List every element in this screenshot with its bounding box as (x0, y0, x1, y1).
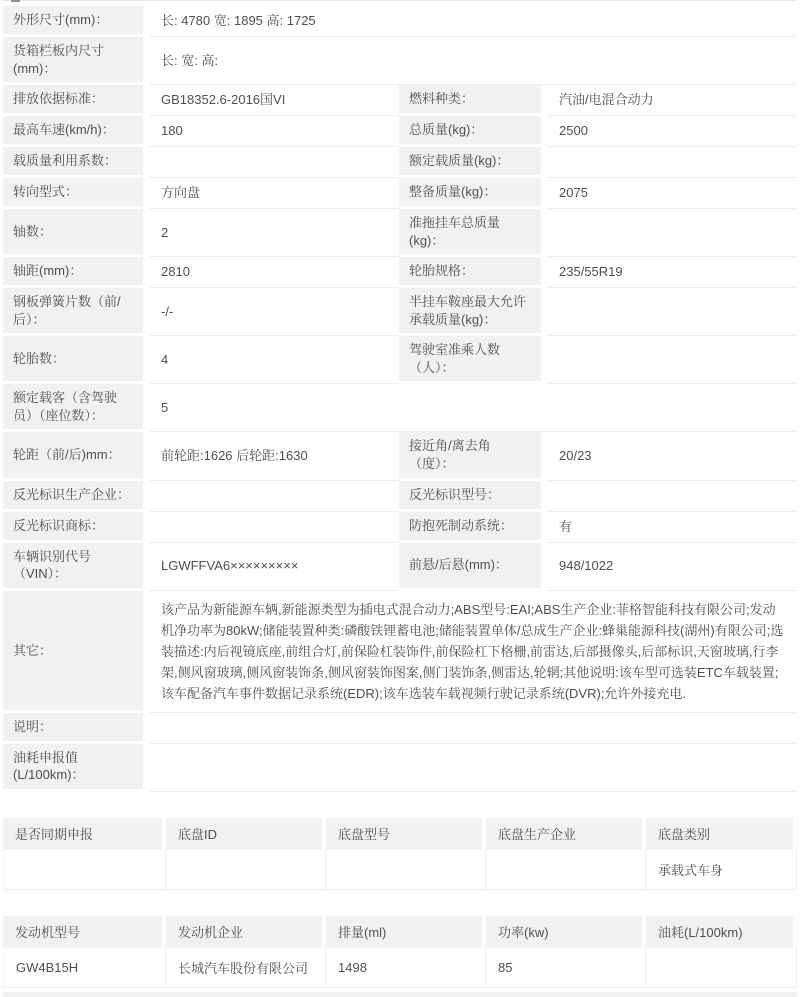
spec-label: 说明： (3, 713, 149, 744)
spec-value: 2500 (547, 116, 797, 147)
spec-value (547, 288, 797, 336)
vehicle-spec-table (3, 6, 797, 792)
spec-label: 准拖挂车总质量(kg)： (399, 209, 547, 257)
spec-value: 2075 (547, 178, 797, 209)
engine-cell (646, 947, 797, 988)
chassis-cell (486, 849, 646, 890)
spec-value: 汽油/电混合动力 (547, 85, 797, 116)
spec-value (547, 481, 797, 512)
spec-label: 轮胎数： (3, 336, 149, 384)
spec-value (547, 336, 797, 384)
engine-cell: 85 (486, 947, 646, 988)
engine-cell: 1498 (326, 947, 486, 988)
engine-cell: GW4B15H (3, 947, 166, 988)
spec-value (149, 713, 797, 744)
spec-label: 总质量(kg)： (399, 116, 547, 147)
spec-value: -/- (149, 288, 399, 336)
engine-cell: 长城汽车股份有限公司 (166, 947, 326, 988)
spec-value (149, 512, 399, 543)
spec-label: 整备质量(kg)： (399, 178, 547, 209)
spec-value (149, 481, 399, 512)
spec-label: 额定载客（含驾驶员）（座位数）： (3, 384, 149, 432)
spec-value-other-notes: 该产品为新能源车辆,新能源类型为插电式混合动力;ABS型号:EAI;ABS生产企业:菲格智能科技有限公司;发动机净功率为80kW;储能装置种类:磷酸铁锂蓄电池;储能装置单体/总成生产企业:蜂巢能源科技(湖州)有限公司;选装描述:内后视镜底座,前组合灯,前保险杠装饰件,前保险杠下格栅,前雷达,后部摄像头,后部标识,天窗玻璃,行李架,侧风窗玻璃,侧风窗装饰条,侧风窗装饰图案,侧门装饰条,侧雷达,轮辋;其他说明:该车型可选装ETC车载装置;该车配备汽车事件数据记录系统(EDR);该车选装车载视频行驶记录系统(DVR);允许外接充电. (149, 591, 797, 713)
spec-label: 反光标识生产企业： (3, 481, 149, 512)
spec-label: 额定载质量(kg)： (399, 147, 547, 178)
spec-value (547, 147, 797, 178)
spec-value: 长: 4780 宽: 1895 高: 1725 (149, 6, 797, 37)
spec-label-other: 其它： (3, 591, 149, 713)
engine-col-header: 发动机型号 (3, 916, 166, 947)
next-section-cropped-strip (3, 992, 797, 997)
spec-label: 钢板弹簧片数（前/后）： (3, 288, 149, 336)
spec-value: 2810 (149, 257, 399, 288)
chassis-col-header: 是否同期申报 (3, 818, 166, 849)
chassis-col-header: 底盘类别 (646, 818, 797, 849)
spec-label: 前悬/后悬(mm)： (399, 543, 547, 591)
spec-value: 180 (149, 116, 399, 147)
spec-label: 反光标识型号： (399, 481, 547, 512)
spec-label: 轴距(mm)： (3, 257, 149, 288)
spec-value (547, 209, 797, 257)
spec-label: 轴数： (3, 209, 149, 257)
spec-label: 转向型式： (3, 178, 149, 209)
spec-value: GB18352.6-2016国VI (149, 85, 399, 116)
spec-value: 前轮距:1626 后轮距:1630 (149, 432, 399, 480)
spec-value-vin: LGWFFVA6××××××××× (149, 543, 399, 591)
engine-col-header: 发动机企业 (166, 916, 326, 947)
chassis-cell (166, 849, 326, 890)
spec-value (149, 744, 797, 792)
spec-label: 轮距（前/后)mm： (3, 432, 149, 480)
spec-label: 接近角/离去角（度）： (399, 432, 547, 480)
spec-label: 油耗申报值(L/100km)： (3, 744, 149, 792)
spec-label: 载质量利用系数： (3, 147, 149, 178)
chassis-col-header: 底盘型号 (326, 818, 486, 849)
spec-value: 2 (149, 209, 399, 257)
spec-value: 20/23 (547, 432, 797, 480)
chassis-cell (326, 849, 486, 890)
crop-artifact-tick (11, 0, 20, 2)
spec-value: 948/1022 (547, 543, 797, 591)
chassis-table (3, 818, 797, 890)
spec-label: 排放依据标准： (3, 85, 149, 116)
chassis-col-header: 底盘ID (166, 818, 326, 849)
spec-value (149, 147, 399, 178)
spec-value: 235/55R19 (547, 257, 797, 288)
chassis-cell: 承载式车身 (646, 849, 797, 890)
spec-label: 外形尺寸(mm)： (3, 6, 149, 37)
spec-empty-area (399, 384, 797, 432)
spec-label: 半挂车鞍座最大允许承载质量(kg)： (399, 288, 547, 336)
chassis-col-header: 底盘生产企业 (486, 818, 646, 849)
spec-value: 4 (149, 336, 399, 384)
page-top-divider (3, 0, 797, 6)
spec-label: 轮胎规格： (399, 257, 547, 288)
spec-label: 燃料种类： (399, 85, 547, 116)
spec-label: 反光标识商标： (3, 512, 149, 543)
spec-value: 方向盘 (149, 178, 399, 209)
spec-label-vin: 车辆识别代号（VIN）： (3, 543, 149, 591)
spec-label: 最高车速(km/h)： (3, 116, 149, 147)
spec-value: 长: 宽: 高: (149, 37, 797, 85)
engine-col-header: 油耗(L/100km) (646, 916, 797, 947)
engine-col-header: 排量(ml) (326, 916, 486, 947)
engine-table (3, 916, 797, 988)
spec-label: 驾驶室准乘人数（人）： (399, 336, 547, 384)
spec-value: 5 (149, 384, 399, 432)
spec-label: 货箱栏板内尺寸(mm)： (3, 37, 149, 85)
spec-label: 防抱死制动系统： (399, 512, 547, 543)
engine-col-header: 功率(kw) (486, 916, 646, 947)
chassis-cell (3, 849, 166, 890)
spec-value: 有 (547, 512, 797, 543)
